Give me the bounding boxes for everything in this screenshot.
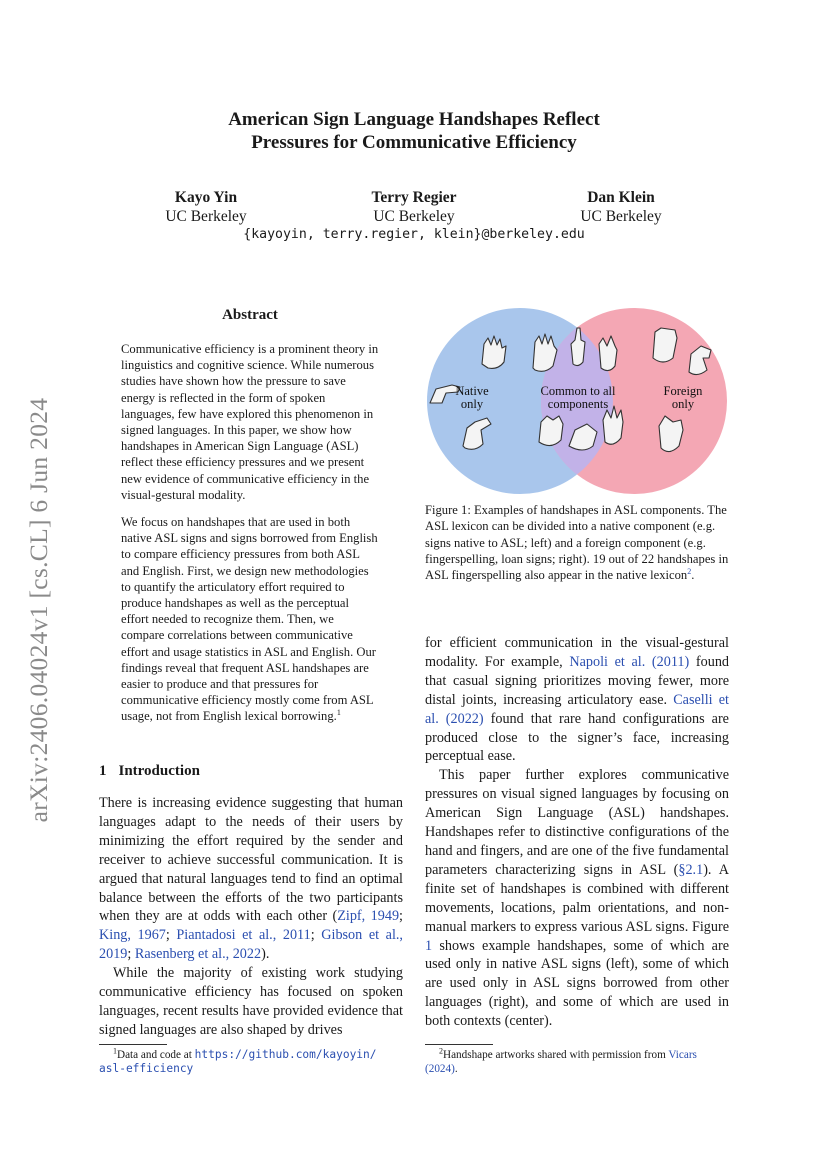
figure-1-venn-diagram <box>425 306 729 496</box>
label-native-line-1: Native <box>455 384 489 398</box>
author-name: Kayo Yin <box>174 189 238 206</box>
caption-footnote-marker[interactable]: 2 <box>687 567 692 576</box>
footnote-text: Data and code at <box>117 1049 195 1061</box>
right-column-body <box>425 634 729 1031</box>
author-2 <box>334 188 494 226</box>
paragraph-text: found that casual signing prioritizes moving fewer, more distal joints, increasing articulatory ease. <box>425 653 730 708</box>
figure-1-caption: Figure 1: Examples of handshapes in ASL components. The ASL lexicon can be divided into a native component (e.g. signs native to ASL; left) and a foreign component (e.g. fingerspelling, loan signs; right). 19 out of 22 handshapes in ASL fingerspelling also appear in the native lexicon$^2$. <box>425 503 729 583</box>
author-name: Terry Regier <box>371 189 457 206</box>
label-native-line-2: only <box>460 397 484 411</box>
abstract-paragraph-1: Communicative efficiency is a prominent theory in linguistics and cognitive science. While numerous studies have shown how the pressure to save energy is reflected in the form of spoken languages, few have explored this phenomenon in signed languages. In this paper, we show how handshapes in American Sign Language (ASL) reflect these efficiency pressures and we present new evidence of communicative efficiency in the visual-gestural modality. <box>121 342 379 502</box>
footnote-marker: 1 <box>113 1046 117 1056</box>
citation-caselli[interactable]: Caselli et al. (2022) <box>425 691 729 727</box>
author-emails: {kayoyin, terry.regier, klein}@berkeley.edu <box>243 227 585 242</box>
intro-paragraph-1: There is increasing evidence suggesting that human languages adapt to the needs of their users by minimizing the effort required by the sender and receiver to achieve successful communication. It is argued that natural languages tend to find an optimal balance between the efforts of the two participants when they are at odds with each other (Zipf, 1949; King, 1967; Piantadosi et al., 2011; Gibson et al., 2019; Rasenberg et al., 2022). <box>99 795 403 963</box>
author-affiliation: UC Berkeley <box>165 208 247 225</box>
intro-paragraph-2: While the majority of existing work studying communicative efficiency has focused on spoken languages, recent results have provided evidence that signed languages are also shaped by drives <box>99 965 403 1038</box>
figure-reference[interactable]: 1 <box>425 937 433 954</box>
citation-vicars[interactable]: Vicars (2024) <box>425 1049 697 1075</box>
footnote-text: Handshape artworks shared with permission from <box>443 1049 669 1061</box>
abstract-heading: Abstract <box>222 307 278 323</box>
footnote-1 <box>99 1048 403 1076</box>
label-common-line-2: components <box>547 397 609 411</box>
section-reference[interactable]: §2.1 <box>678 861 704 878</box>
paragraph-text: for efficient communication in the visual-gestural modality. For example, <box>425 635 729 670</box>
author-affiliation: UC Berkeley <box>373 208 455 225</box>
right-paragraph-2 <box>425 766 729 1031</box>
hand-illustration-icon <box>653 328 677 362</box>
paragraph-text: shows example handshapes, some of which are used only in native ASL signs (left), some of which are used only in ASL signs borrowed from other languages (right), and some of which are used in both contexts (center). <box>425 937 729 1030</box>
section-heading-introduction <box>99 763 399 780</box>
author-1 <box>126 188 286 226</box>
section-number: 1 <box>99 763 107 779</box>
paragraph-text: found that rare hand configurations are produced close to the signer’s face, increasing perceptual ease. <box>425 710 729 765</box>
abstract-paragraph-2 <box>121 514 379 725</box>
footnote-marker: 1 <box>336 708 341 718</box>
author-affiliation: UC Berkeley <box>580 208 662 225</box>
hand-illustration-icon <box>603 406 623 444</box>
section-title: Introduction <box>118 763 200 779</box>
caption-text: Figure 1: Examples of handshapes in ASL components. The ASL lexicon can be divided into a native component (e.g. signs native to ASL; left) and a foreign component (e.g. fingerspelling, loan signs; right). 19 out of 22 handshapes in ASL fingerspelling also appear in the native lexicon <box>425 503 729 583</box>
arxiv-id: arXiv:2406.04024v1 [cs.CL] 6 Jun 2024 <box>24 397 53 823</box>
paragraph-text: ). <box>261 946 270 963</box>
abstract-paragraph-2-text: We focus on handshapes that are used in both native ASL signs and signs borrowed from English to compare efficiency pressures from both ASL and English. First, we design new methodologies to quantify the articulatory effort required to produce handshapes as well as the perceptual effort needed to recognize them. Then, we compare correlations between communicative effort and usage statistics in ASL and English. Our findings reveal that frequent ASL handshapes are easier to produce and that pressures for communicative efficiency mostly come from ASL usage, not from English lexical borrowing. <box>121 515 378 724</box>
footnote-url-part-1[interactable]: https://github.com/kayoyin/ <box>194 1048 377 1061</box>
footnote-text-end: . <box>454 1063 458 1075</box>
footnote-marker: 2 <box>439 1046 443 1056</box>
left-column-body <box>99 794 403 1040</box>
footnote-rule <box>99 1044 167 1045</box>
citation-king[interactable]: King, 1967 <box>99 927 166 944</box>
label-foreign-line-1: Foreign <box>663 384 703 398</box>
right-paragraph-1 <box>425 634 729 766</box>
arxiv-side-stamp <box>14 370 64 850</box>
citation-napoli[interactable]: Napoli et al. (2011) <box>569 653 690 670</box>
paragraph-text: There is increasing evidence suggesting that human languages adapt to the needs of their users by minimizing the effort required by the sender and receiver to achieve successful communication. It is argued that natural languages tend to find an optimal balance between the efforts of the two participants when they are at odds with each other ( <box>99 795 403 925</box>
hand-illustration-icon <box>539 416 563 446</box>
citation-rasenberg[interactable]: Rasenberg et al., 2022 <box>134 946 262 963</box>
paper-title <box>150 108 678 154</box>
author-name: Dan Klein <box>587 189 655 206</box>
paragraph-text: ). A finite set of handshapes is combined with different movements, locations, palm orientations, and non-manual markers to express various ASL signs. Figure <box>425 861 729 935</box>
paragraph-text: This paper further explores communicative pressures on visual signed languages by focusing on American Sign Language (ASL) handshapes. Handshapes refer to distinctive configurations of the hand and fingers, and are one of the five fundamental parameters characterizing signs in ASL ( <box>425 767 729 878</box>
title-line-1: American Sign Language Handshapes Reflect <box>228 109 600 130</box>
footnote-rule <box>425 1044 493 1045</box>
label-foreign-line-2: only <box>671 397 695 411</box>
citation-zipf[interactable]: Zipf, 1949 <box>337 908 400 925</box>
footnote-2 <box>425 1048 729 1076</box>
title-line-2: Pressures for Communicative Efficiency <box>251 132 577 153</box>
author-3 <box>541 188 701 226</box>
citation-piantadosi[interactable]: Piantadosi et al., 2011 <box>176 927 311 944</box>
citation-gibson[interactable]: Gibson et al., 2019 <box>99 927 403 963</box>
hand-illustration-icon <box>659 416 683 452</box>
label-common-line-1: Common to all <box>540 384 616 398</box>
footnote-url-part-2[interactable]: asl-efficiency <box>99 1062 194 1075</box>
